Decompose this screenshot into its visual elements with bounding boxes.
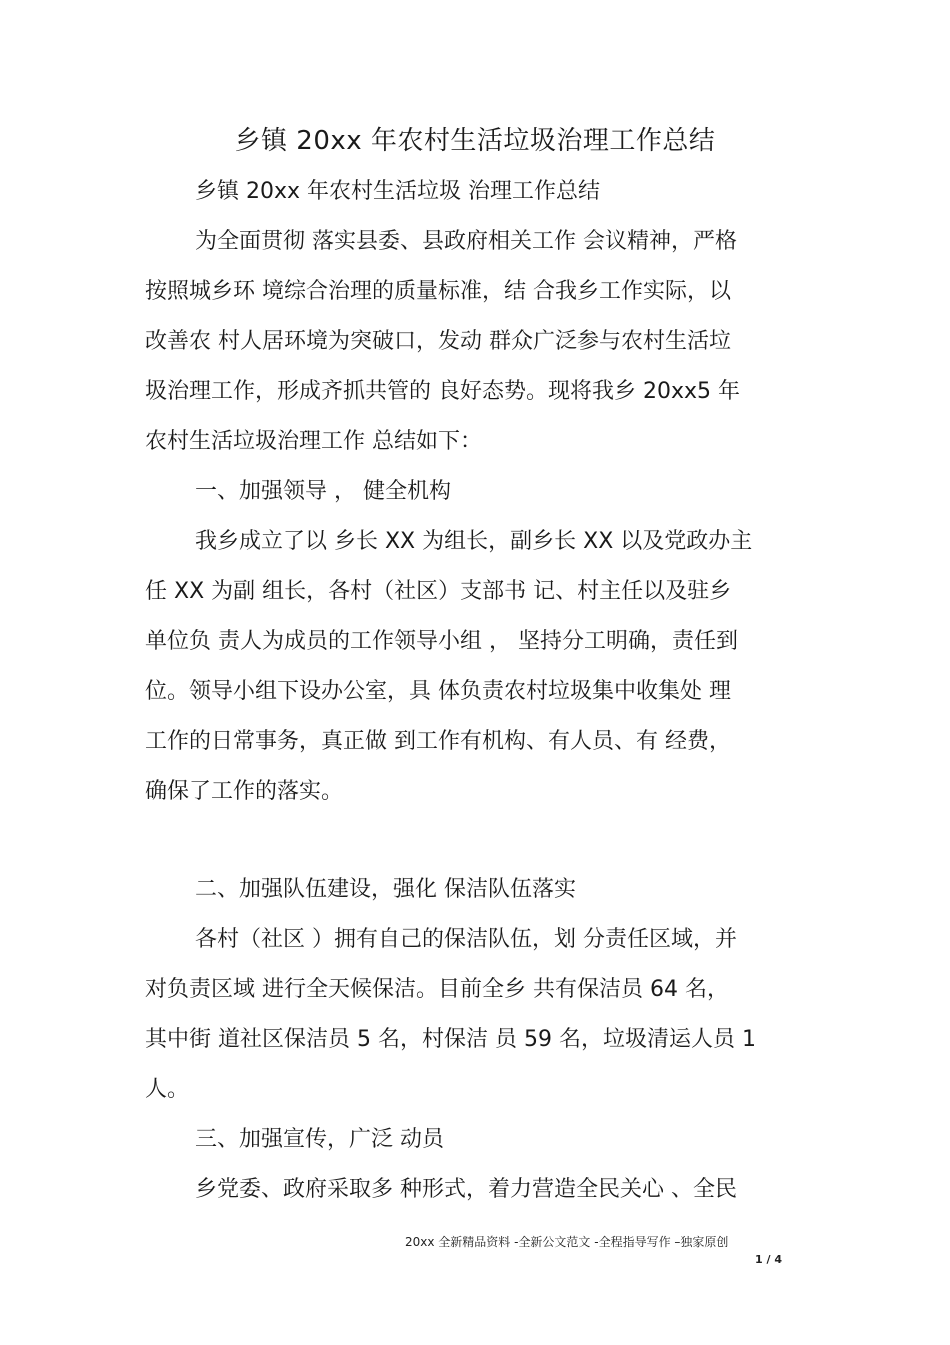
page-number: 1 / 4 bbox=[755, 1253, 782, 1266]
paragraph-line: 为全面贯彻 落实县委、县政府相关工作 会议精神，严格 bbox=[195, 229, 737, 254]
paragraph-line: 按照城乡环 境综合治理的质量标准，结 合我乡工作实际，以 bbox=[145, 279, 731, 304]
paragraph-line: 改善农 村人居环境为突破口，发动 群众广泛参与农村生活垃 bbox=[145, 329, 731, 354]
paragraph-line: 位。领导小组下设办公室，具 体负责农村垃圾集中收集处 理 bbox=[145, 679, 731, 704]
paragraph-line: 其中街 道社区保洁员 5 名，村保洁 员 59 名，垃圾清运人员 1 bbox=[145, 1027, 756, 1052]
paragraph-line: 我乡成立了以 乡长 XX 为组长，副乡长 XX 以及党政办主 bbox=[195, 529, 753, 554]
paragraph-line: 圾治理工作，形成齐抓共管的 良好态势。现将我乡 20xx5 年 bbox=[145, 379, 741, 404]
document-title: 乡镇 20xx 年农村生活垃圾治理工作总结 bbox=[234, 126, 716, 156]
paragraph-line: 工作的日常事务，真正做 到工作有机构、有人员、有 经费， bbox=[145, 729, 731, 754]
page-footer: 20xx 全新精品资料 -全新公文范文 -全程指导写作 –独家原创 bbox=[405, 1235, 729, 1249]
section-heading: 三、加强宣传，广泛 动员 bbox=[195, 1127, 444, 1152]
paragraph-line: 农村生活垃圾治理工作 总结如下： bbox=[145, 429, 482, 454]
paragraph-line: 人。 bbox=[145, 1077, 190, 1102]
subtitle-line: 乡镇 20xx 年农村生活垃圾 治理工作总结 bbox=[195, 179, 601, 204]
paragraph-line: 乡党委、政府采取多 种形式，着力营造全民关心 、全民 bbox=[195, 1177, 737, 1202]
paragraph-line: 任 XX 为副 组长，各村（社区）支部书 记、村主任以及驻乡 bbox=[145, 579, 732, 604]
section-heading: 一、加强领导 ， 健全机构 bbox=[195, 479, 451, 504]
section-heading: 二、加强队伍建设，强化 保洁队伍落实 bbox=[195, 877, 576, 902]
paragraph-line: 单位负 责人为成员的工作领导小组 ， 坚持分工明确，责任到 bbox=[145, 629, 738, 654]
paragraph-line: 确保了工作的落实。 bbox=[145, 779, 344, 804]
paragraph-line: 对负责区域 进行全天候保洁。目前全乡 共有保洁员 64 名， bbox=[145, 977, 729, 1002]
paragraph-line: 各村（社区 ）拥有自己的保洁队伍，划 分责任区域，并 bbox=[195, 927, 737, 952]
